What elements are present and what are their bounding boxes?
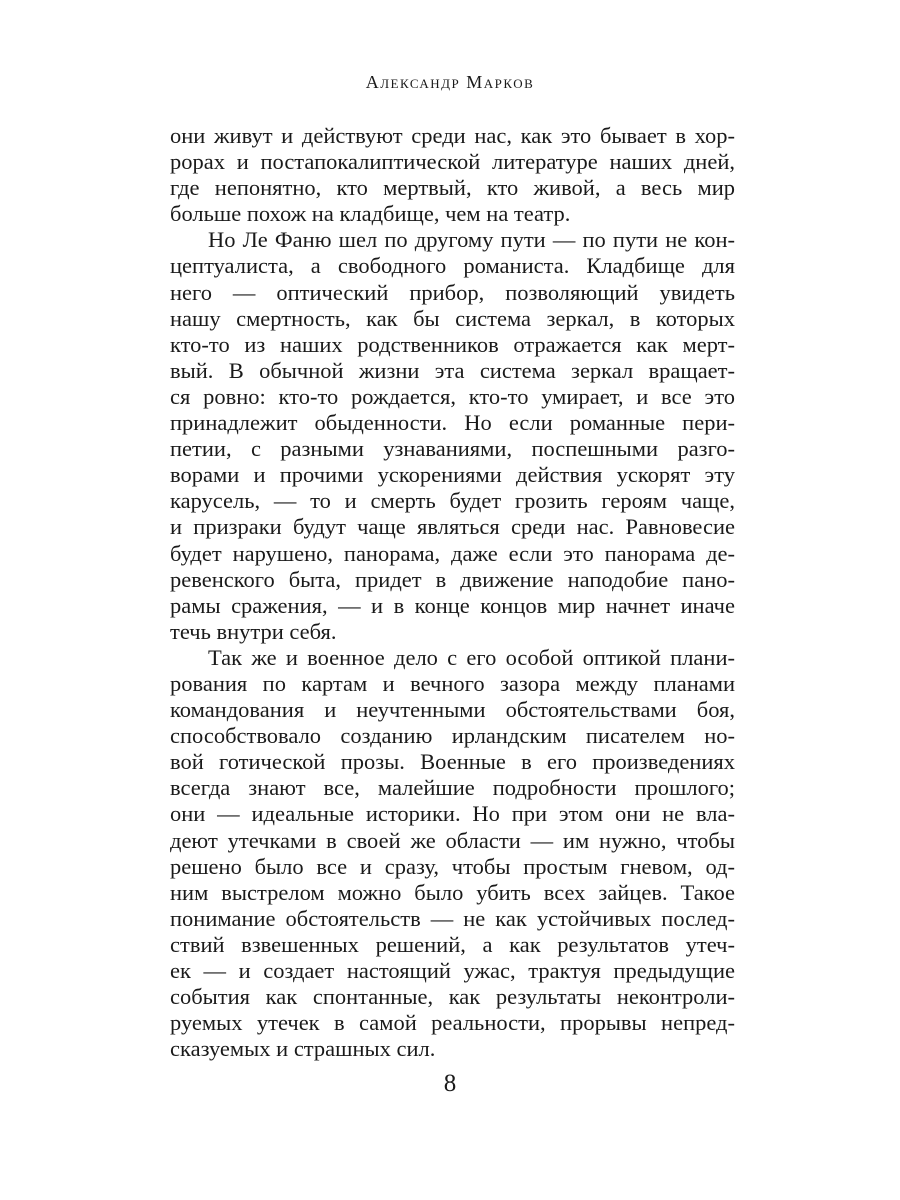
text-line: Но Ле Фаню шел по другому пути — по пути не кон- (208, 227, 735, 253)
running-head-author: Александр Марков (365, 72, 535, 92)
text-line: события как спонтанные, как результаты неконтроли- (170, 984, 735, 1010)
text-line: ек — и создает настоящий ужас, трактуя предыдущие (170, 958, 735, 983)
text-line: вый. В обычной жизни эта система зеркал вращает- (170, 357, 735, 383)
text-line: принадлежит обыденности. Но если романные пери- (170, 410, 735, 436)
text-line: где непонятно, кто мертвый, кто живой, а весь мир (170, 175, 735, 201)
text-line: будет нарушено, панорама, даже если это панорама де- (170, 540, 735, 566)
text-line: ствий взвешенных решений, а как результатов утеч- (170, 931, 735, 957)
text-line: карусель, — то и смерть будет грозить героям чаще, (170, 488, 735, 514)
page-number: 8 (443, 1070, 457, 1097)
text-line: больше похож на кладбище, чем на театр. (170, 201, 571, 227)
text-line: цептуалиста, а свободного романиста. Кладбище для (170, 253, 735, 279)
text-line: ворами и прочими ускорениями действия ускорят эту (170, 462, 735, 488)
text-line: течь внутри себя. (170, 618, 337, 644)
text-line: они живут и действуют среди нас, как это бывает в хор- (170, 123, 735, 148)
text-line: него — оптический прибор, позволяющий увидеть (170, 279, 735, 305)
text-line: вой готической прозы. Военные в его произведениях (170, 749, 735, 775)
text-line: ся ровно: кто-то рождается, кто-то умирает, и все это (170, 383, 735, 409)
text-line: нашу смертность, как бы система зеркал, в которых (170, 305, 735, 331)
text-line: сказуемых и страшных сил. (170, 1036, 436, 1062)
text-line: они — идеальные историки. Но при этом они не вла- (170, 801, 735, 827)
text-line: ним выстрелом можно было убить всех зайцев. Такое (170, 879, 735, 905)
text-line: и призраки будут чаще являться среди нас. Равновесие (170, 514, 735, 540)
text-line: ревенского быта, придет в движение наподобие пано- (170, 566, 735, 592)
text-line: деют утечками в своей же области — им нужно, чтобы (170, 827, 735, 853)
text-line: рования по картам и вечного зазора между планами (170, 670, 735, 696)
text-line: Так же и военное дело с его особой оптикой плани- (208, 644, 735, 670)
text-line: всегда знают все, малейшие подробности прошлого; (170, 775, 735, 801)
text-line: руемых утечек в самой реальности, прорывы непред- (170, 1010, 735, 1036)
text-line: петии, с разными узнаваниями, поспешными разго- (170, 436, 735, 462)
body-text (170, 123, 735, 1062)
text-line: решено было все и сразу, чтобы простым гневом, од- (170, 853, 735, 879)
text-line: командования и неучтенными обстоятельствами боя, (170, 697, 735, 723)
text-line: рамы сражения, — и в конце концов мир начнет иначе (170, 592, 735, 618)
text-line: кто-то из наших родственников отражается как мерт- (170, 331, 735, 357)
text-line: способствовало созданию ирландским писателем но- (170, 723, 735, 749)
text-line: рорах и постапокалиптической литературе наших дней, (170, 149, 735, 175)
text-line: понимание обстоятельств — не как устойчивых послед- (170, 905, 735, 931)
